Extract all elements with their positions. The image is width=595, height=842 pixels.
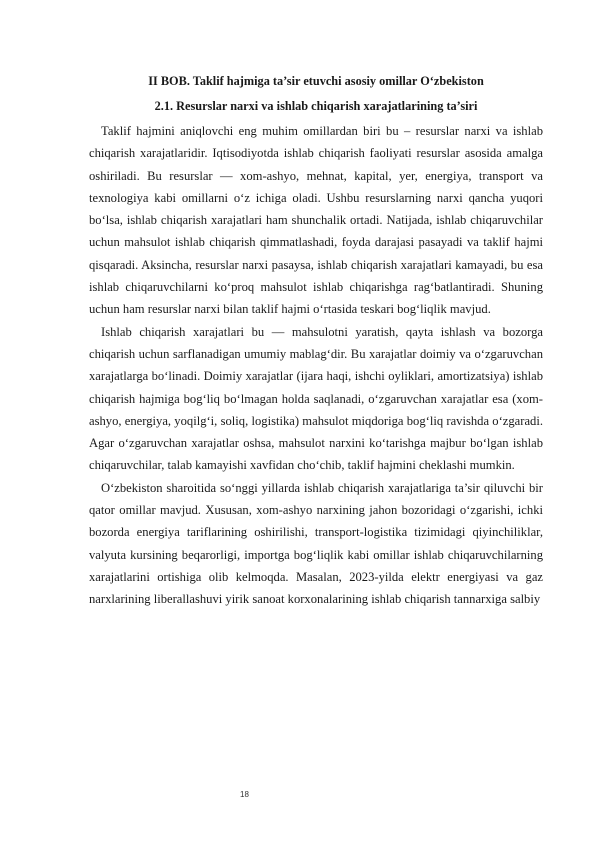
document-body <box>89 120 543 611</box>
paragraph: O‘zbekiston sharoitida so‘nggi yillarda ishlab chiqarish xarajatlariga ta’sir qiluvchi bir qator omillar mavjud. Xususan, xom-ashyo narxining jahon bozoridagi o‘zgarishi, ichki bozorda energiya tariflarining oshirilishi, transport-logistika tizimidagi qiyinchiliklar, valyuta kursining beqarorligi, importga bog‘liqlik kabi omillar ishlab chiqaruvchilarning xarajatlarini ortishiga olib kelmoqda. Masalan, 2023-yilda elektr energiyasi va gaz narxlarining liberallashuvi yirik sanoat korxonalarining ishlab chiqarish tannarxiga salbiy <box>89 480 543 607</box>
section-title: 2.1. Resurslar narxi va ishlab chiqarish xarajatlarining ta’siri <box>154 99 478 113</box>
chapter-title: II BOB. Taklif hajmiga ta’sir etuvchi asosiy omillar O‘zbekiston <box>148 74 484 88</box>
paragraph: Taklif hajmini aniqlovchi eng muhim omillardan biri bu – resurslar narxi va ishlab chiqarish xarajatlaridir. Iqtisodiyotda ishlab chiqarish faoliyati resurslar asosida amalga oshiriladi. Bu resurslar — xom-ashyo, mehnat, kapital, yer, energiya, transport va texnologiya kabi omillarni o‘z ichiga oladi. Ushbu resurslarning narxi qancha yuqori bo‘lsa, ishlab chiqarish xarajatlari ham shunchalik ortadi. Natijada, ishlab chiqaruvchilar uchun mahsulot ishlab chiqarish qimmatlashadi, foyda darajasi pasayadi va taklif hajmi qisqaradi. Aksincha, resurslar narxi pasaysa, ishlab chiqarish xarajatlari kamayadi, bu esa ishlab chiqaruvchilarni ko‘proq mahsulot ishlab chiqarishga rag‘batlantiradi. Shuning uchun ham resurslar narxi bilan taklif hajmi o‘rtasida teskari bog‘liqlik mavjud. <box>89 124 543 317</box>
page-number: 18 <box>240 790 249 799</box>
paragraph: Ishlab chiqarish xarajatlari bu — mahsulotni yaratish, qayta ishlash va bozorga chiqarish uchun sarflanadigan umumiy mablag‘dir. Bu xarajatlar doimiy va o‘zgaruvchan xarajatlarga bo‘linadi. Doimiy xarajatlar (ijara haqi, ishchi oyliklari, amortizatsiya) ishlab chiqarish hajmiga bog‘liq bo‘lmagan holda saqlanadi, o‘zgaruvchan xarajatlar esa (xom-ashyo, energiya, yoqilg‘i, soliq, logistika) mahsulot miqdoriga bog‘liq ravishda o‘zgaradi. Agar o‘zgaruvchan xarajatlar oshsa, mahsulot narxini ko‘tarishga majbur bo‘lgan ishlab chiqaruvchilar, talab kamayishi xavfidan cho‘chib, taklif hajmini cheklashi mumkin. <box>89 324 543 473</box>
